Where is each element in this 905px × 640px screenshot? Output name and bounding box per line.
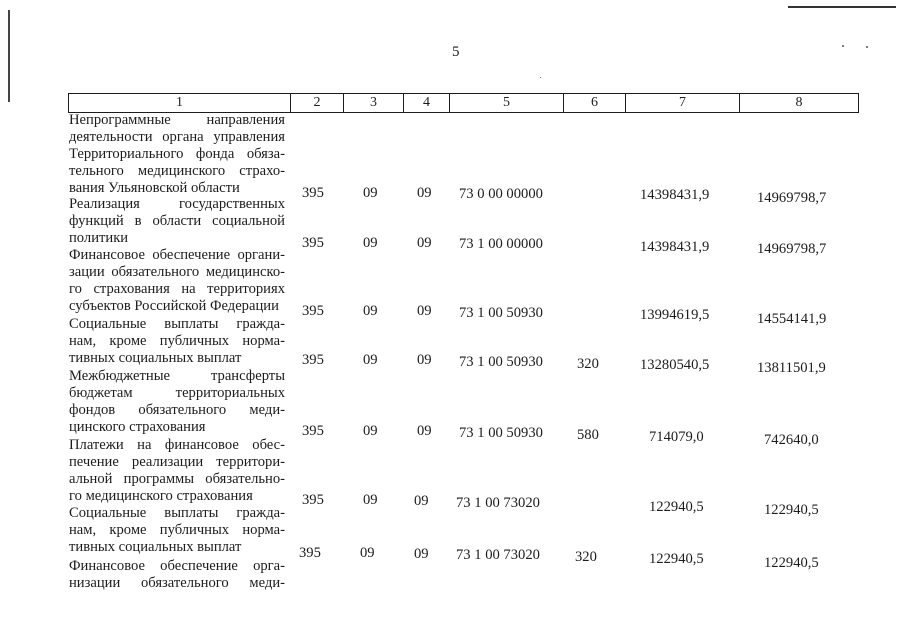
cell-c6: 320 (577, 356, 599, 372)
desc-line: политики (69, 230, 129, 246)
header-col-2: 2 (290, 94, 343, 112)
cell-c4: 09 (417, 352, 432, 368)
desc-line: нам, кроме публичных норма- (69, 333, 285, 349)
desc-line: бюджетам территориальных (69, 385, 285, 401)
cell-c5: 73 1 00 00000 (459, 236, 543, 252)
scan-speck (540, 77, 541, 78)
cell-c7: 122940,5 (649, 499, 704, 515)
cell-c7: 122940,5 (649, 551, 704, 567)
row-description (69, 558, 285, 592)
desc-line: субъектов Российской Федерации (69, 298, 279, 314)
scan-speck (842, 45, 844, 47)
cell-c5: 73 1 00 73020 (456, 547, 540, 563)
desc-line: тельного медицинского страхо- (69, 163, 285, 179)
cell-c2: 395 (302, 423, 324, 439)
cell-c4: 09 (417, 235, 432, 251)
desc-line: Реализация государственных (69, 196, 285, 212)
cell-c4: 09 (417, 423, 432, 439)
desc-line: Финансовое обеспечение органи- (69, 247, 285, 263)
desc-line: альной программы обязательно- (69, 471, 285, 487)
desc-line: фондов обязательного меди- (69, 402, 285, 418)
table-header (68, 93, 859, 113)
cell-c8: 14969798,7 (757, 190, 827, 206)
desc-line: Территориального фонда обяза- (69, 146, 285, 162)
cell-c5: 73 1 00 50930 (459, 354, 543, 370)
desc-line: тивных социальных выплат (69, 539, 242, 555)
cell-c7: 13994619,5 (640, 307, 710, 323)
desc-line: функций в области социальной (69, 213, 285, 229)
row-description (69, 316, 285, 367)
cell-c2: 395 (302, 185, 324, 201)
desc-line: низации обязательного меди- (69, 575, 285, 591)
cell-c7: 714079,0 (649, 429, 704, 445)
cell-c8: 14969798,7 (757, 241, 827, 257)
cell-c4: 09 (414, 546, 429, 562)
desc-line: го страхования на территориях (69, 281, 285, 297)
desc-line: печение реализации территори- (69, 454, 285, 470)
row-description (69, 247, 285, 315)
cell-c8: 742640,0 (764, 432, 819, 448)
cell-c7: 14398431,9 (640, 239, 710, 255)
cell-c6: 320 (575, 549, 597, 565)
desc-line: Межбюджетные трансферты (69, 368, 285, 384)
cell-c4: 09 (417, 303, 432, 319)
cell-c8: 13811501,9 (757, 360, 826, 376)
cell-c3: 09 (360, 545, 375, 561)
cell-c5: 73 1 00 73020 (456, 495, 540, 511)
cell-c3: 09 (363, 185, 378, 201)
row-description (69, 505, 285, 556)
scan-edge-line-left (8, 10, 10, 102)
cell-c5: 73 0 00 00000 (459, 186, 543, 202)
cell-c2: 395 (302, 235, 324, 251)
row-description (69, 437, 285, 505)
cell-c3: 09 (363, 492, 378, 508)
cell-c4: 09 (414, 493, 429, 509)
desc-line: цинского страхования (69, 419, 206, 435)
desc-line: Социальные выплаты гражда- (69, 505, 285, 521)
cell-c2: 395 (302, 303, 324, 319)
scan-edge-line-top (788, 6, 896, 8)
desc-line: Социальные выплаты гражда- (69, 316, 285, 332)
header-col-3: 3 (343, 94, 403, 112)
desc-line: Финансовое обеспечение орга- (69, 558, 285, 574)
desc-line: нам, кроме публичных норма- (69, 522, 285, 538)
desc-line: тивных социальных выплат (69, 350, 242, 366)
cell-c5: 73 1 00 50930 (459, 425, 543, 441)
desc-line: Непрограммные направления (69, 112, 285, 128)
cell-c3: 09 (363, 303, 378, 319)
cell-c4: 09 (417, 185, 432, 201)
row-description (69, 112, 285, 197)
cell-c3: 09 (363, 352, 378, 368)
cell-c3: 09 (363, 235, 378, 251)
desc-line: зации обязательного медицинско- (69, 264, 285, 280)
row-description (69, 196, 285, 247)
header-col-7: 7 (625, 94, 739, 112)
cell-c7: 13280540,5 (640, 357, 710, 373)
header-col-6: 6 (563, 94, 625, 112)
cell-c8: 14554141,9 (757, 311, 827, 327)
header-col-5: 5 (449, 94, 563, 112)
desc-line: деятельности органа управления (69, 129, 285, 145)
desc-line: Платежи на финансовое обес- (69, 437, 285, 453)
cell-c2: 395 (302, 352, 324, 368)
cell-c8: 122940,5 (764, 555, 819, 571)
header-col-1: 1 (176, 95, 183, 110)
row-description (69, 368, 285, 436)
cell-c5: 73 1 00 50930 (459, 305, 543, 321)
cell-c6: 580 (577, 427, 599, 443)
header-col-8: 8 (739, 94, 858, 112)
cell-c2: 395 (299, 545, 321, 561)
desc-line: вания Ульяновской области (69, 180, 240, 196)
page-number: 5 (452, 44, 460, 60)
scan-speck (866, 46, 868, 48)
cell-c7: 14398431,9 (640, 187, 710, 203)
desc-line: го медицинского страхования (69, 488, 253, 504)
cell-c3: 09 (363, 423, 378, 439)
cell-c2: 395 (302, 492, 324, 508)
header-col-4: 4 (403, 94, 449, 112)
cell-c8: 122940,5 (764, 502, 819, 518)
